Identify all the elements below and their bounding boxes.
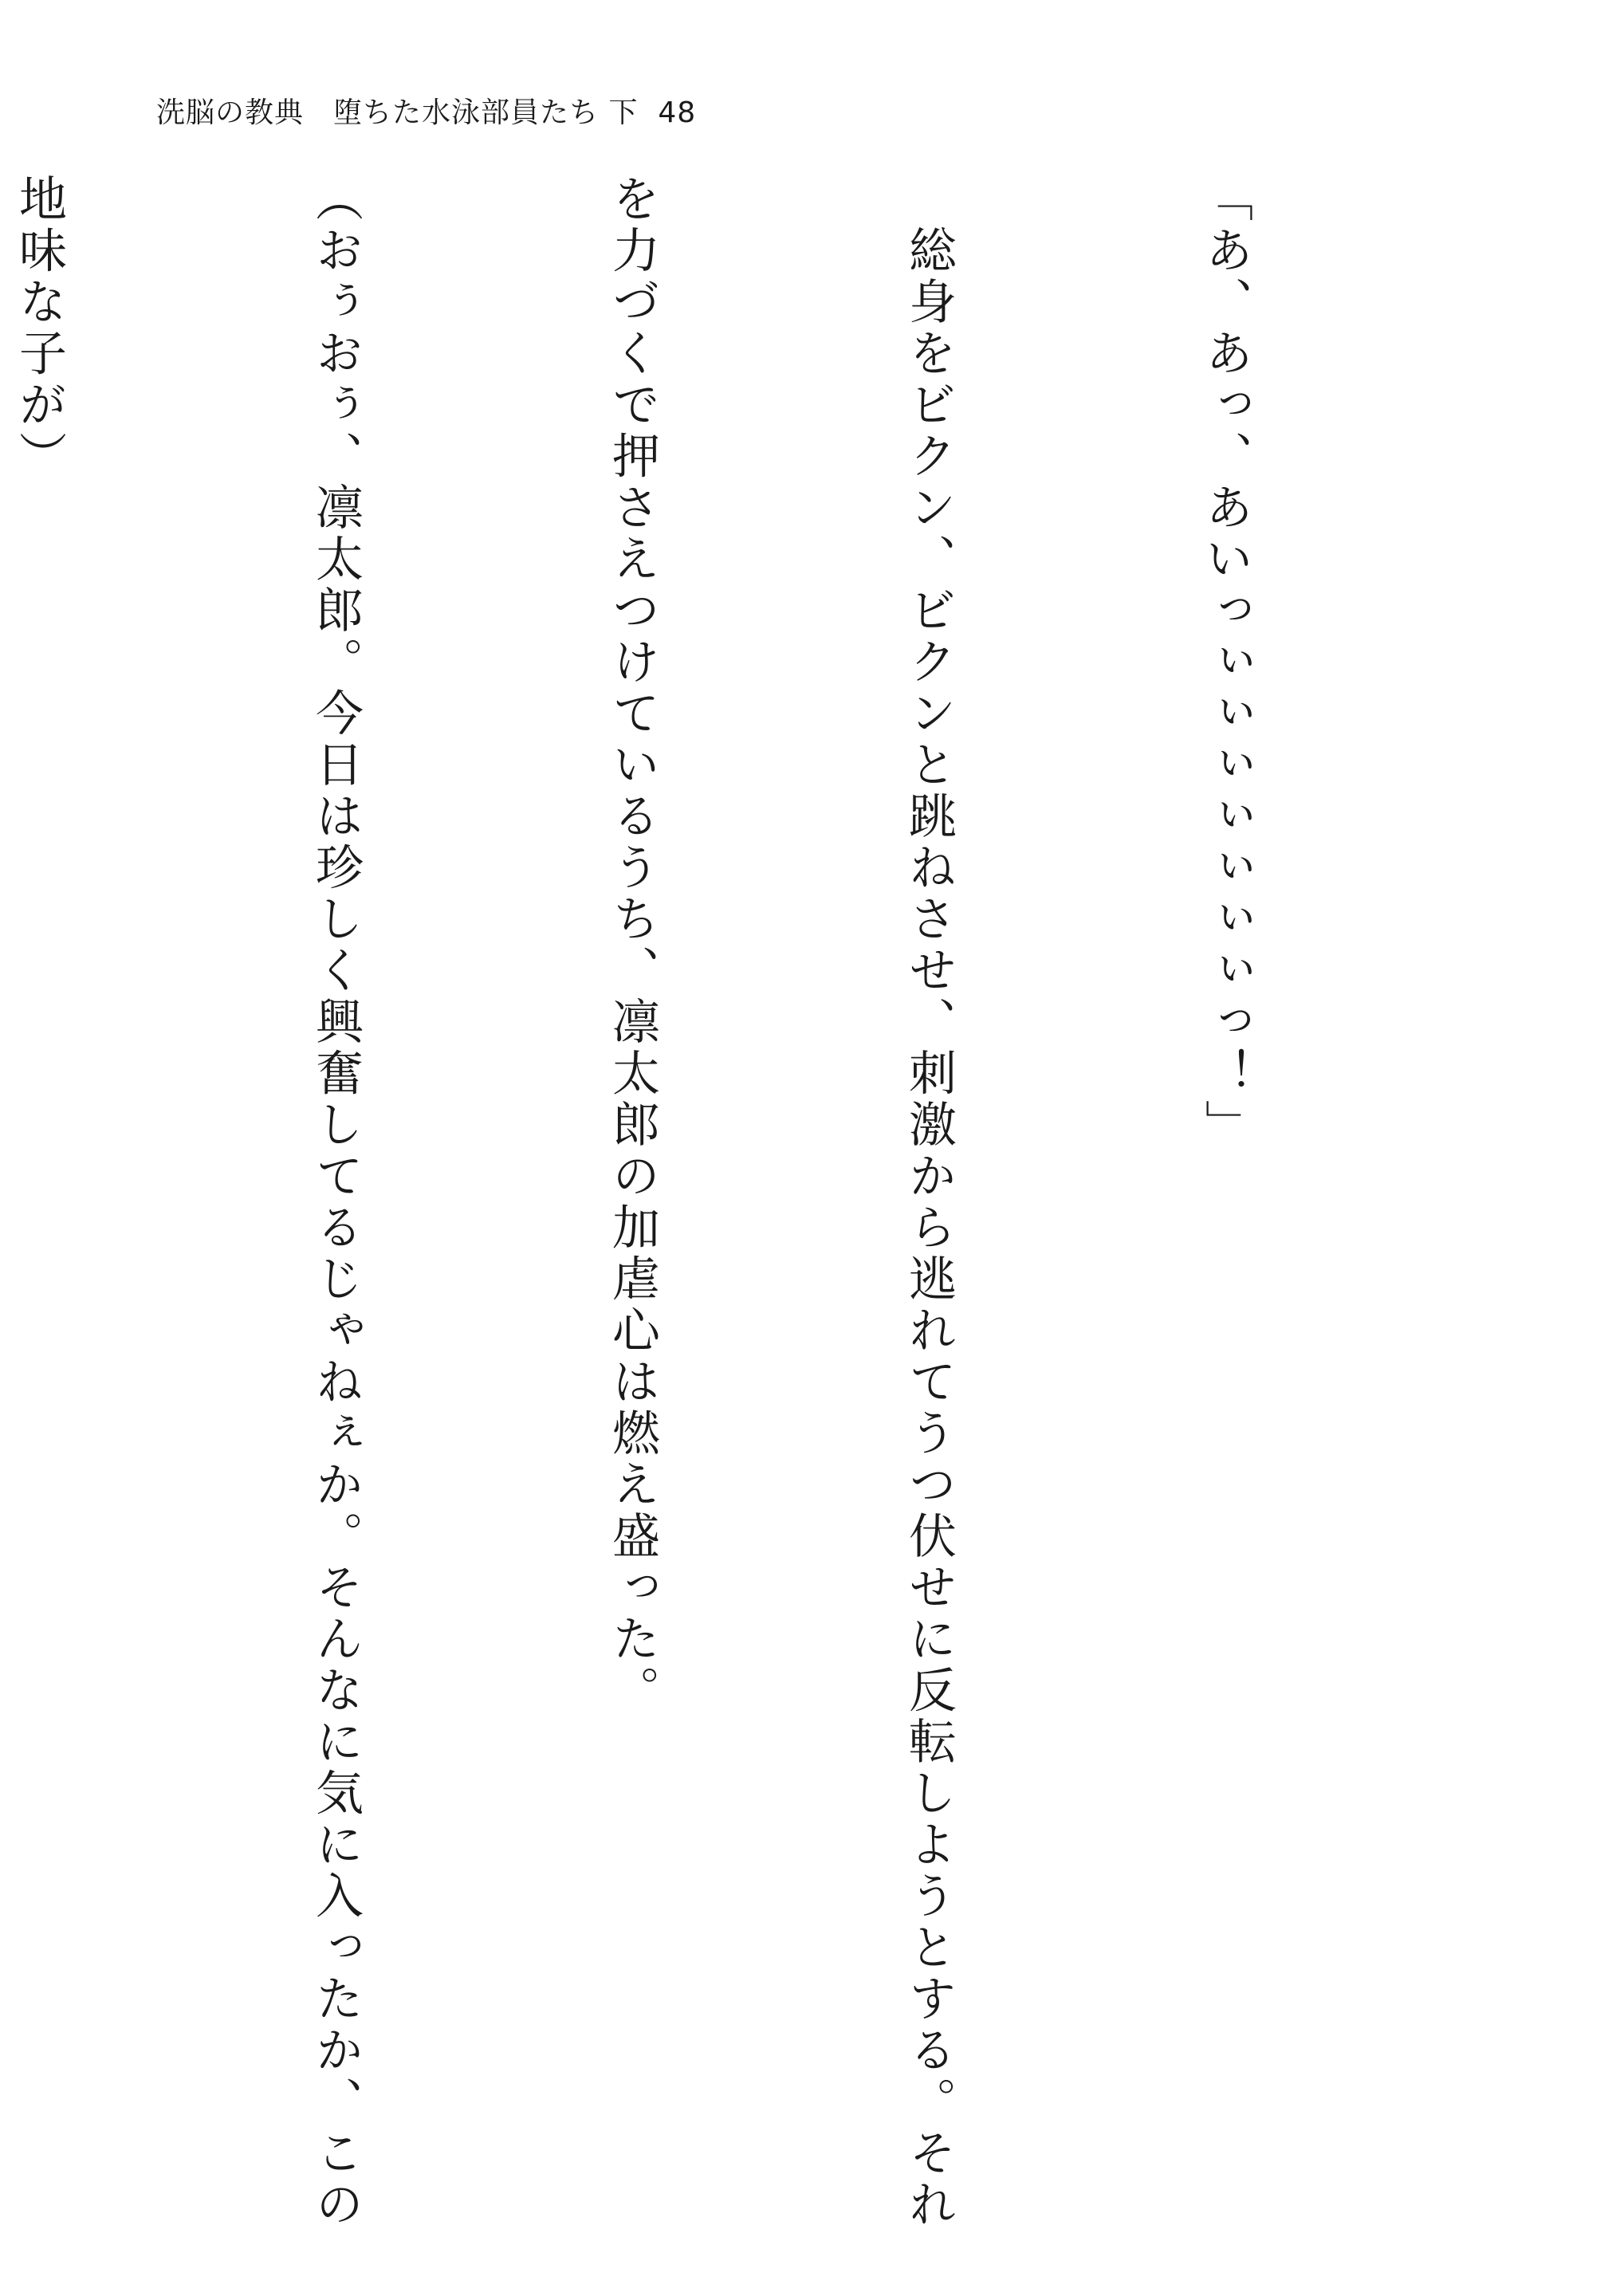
page-number: 48 bbox=[658, 96, 697, 129]
book-title: 洗脳の教典 堕ちた水泳部員たち 下 bbox=[156, 96, 639, 129]
text-line: （おぅおぅ、凛太郎。今日は珍しく興奮してるじゃねぇか。そんなに気に入ったか、この bbox=[308, 174, 364, 2231]
text-line: 「あ、あっ、あいっぃぃぃぃぃぃぃっ！」 bbox=[1197, 174, 1253, 1151]
running-header bbox=[156, 89, 696, 137]
body-text bbox=[0, 174, 1473, 2231]
text-line: 総身をビクン、ビクンと跳ねさせ、刺激から逃れてうつ伏せに反転しようとする。それ bbox=[901, 174, 957, 2231]
text-line: 地味な子が） bbox=[11, 174, 67, 482]
text-line: を力づくで押さえつけているうち、凛太郎の加虐心は燃え盛った。 bbox=[604, 174, 660, 1716]
